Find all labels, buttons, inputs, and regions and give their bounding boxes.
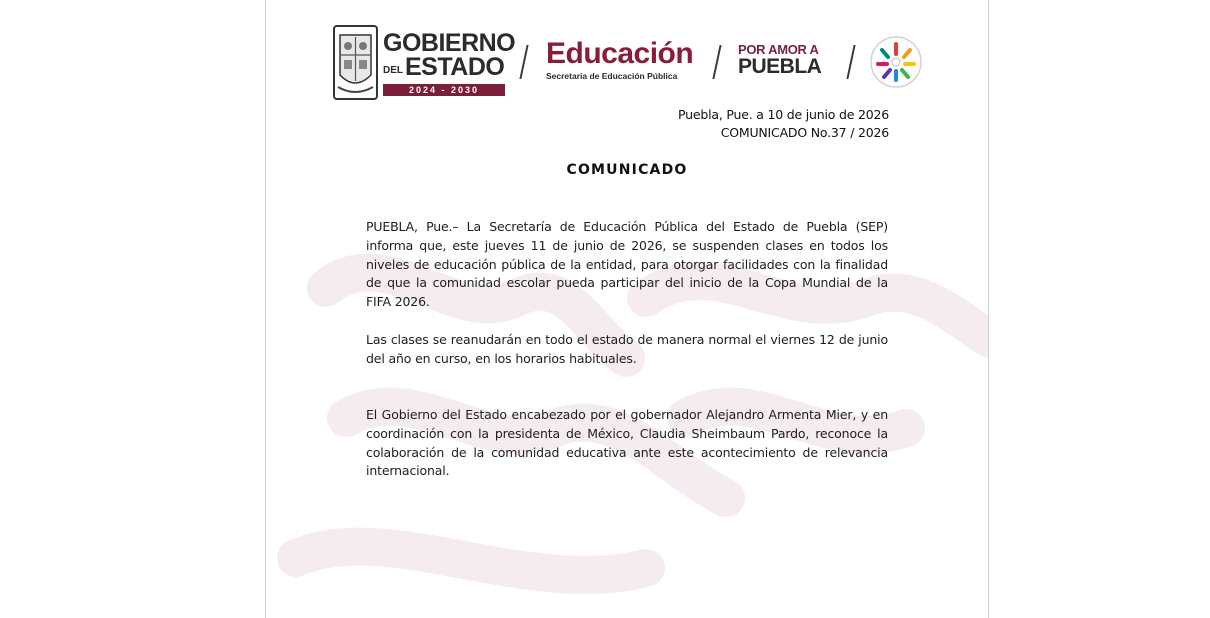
- gobierno-logo-del: DEL: [383, 65, 403, 76]
- gobierno-estado-logo: [383, 29, 516, 95]
- educacion-logo-title: Educación: [546, 37, 694, 70]
- document-title: COMUNICADO: [566, 162, 688, 178]
- amor-logo-line2: PUEBLA: [738, 55, 822, 78]
- gobierno-logo-estado: ESTADO: [405, 53, 505, 81]
- paragraph-1: PUEBLA, Pue.– La Secretaría de Educación Pública del Estado de Puebla (SEP) informa que, este jueves 11 de junio de 2026, se suspenden clases en todos los niveles de educación pública de la entidad, para otorgar facilidades con la finalidad de que la comunidad escolar pueda participar del inicio de la Copa Mundial de la FIFA 2026.: [366, 219, 888, 310]
- por-amor-a-puebla-logo: [738, 43, 838, 83]
- paragraph-2: Las clases se reanudarán en todo el estado de manera normal el viernes 12 de junio del año en curso, en los horarios habituales.: [366, 332, 888, 366]
- gobierno-logo-line1: GOBIERNO: [383, 29, 516, 57]
- gobierno-logo-years: 2024 - 2030: [383, 84, 505, 96]
- header-separator: [712, 45, 721, 79]
- document-page: [265, 0, 989, 618]
- header-separator: [846, 45, 855, 79]
- header-separator: [519, 45, 528, 79]
- date-block: [678, 106, 889, 142]
- inclusion-circle-logo: [868, 34, 924, 90]
- state-crest-icon: [332, 25, 379, 100]
- letterhead: [332, 25, 924, 103]
- educacion-logo: [546, 39, 706, 89]
- educacion-logo-subtitle: Secretaría de Educación Pública: [546, 71, 678, 81]
- gobierno-logo-line2: [383, 55, 508, 80]
- comunicado-number: COMUNICADO No.37 / 2026: [720, 125, 889, 140]
- amor-logo-line1: POR AMOR A: [738, 42, 819, 57]
- paragraph-3: El Gobierno del Estado encabezado por el gobernador Alejandro Armenta Mier, y en coordinación con la presidenta de México, Claudia Sheimbaum Pardo, reconoce la colaboración de la comunidad educativa ante este acontecimiento de relevancia internacional.: [366, 407, 888, 479]
- date-line: Puebla, Pue. a 10 de junio de 2026: [678, 107, 889, 122]
